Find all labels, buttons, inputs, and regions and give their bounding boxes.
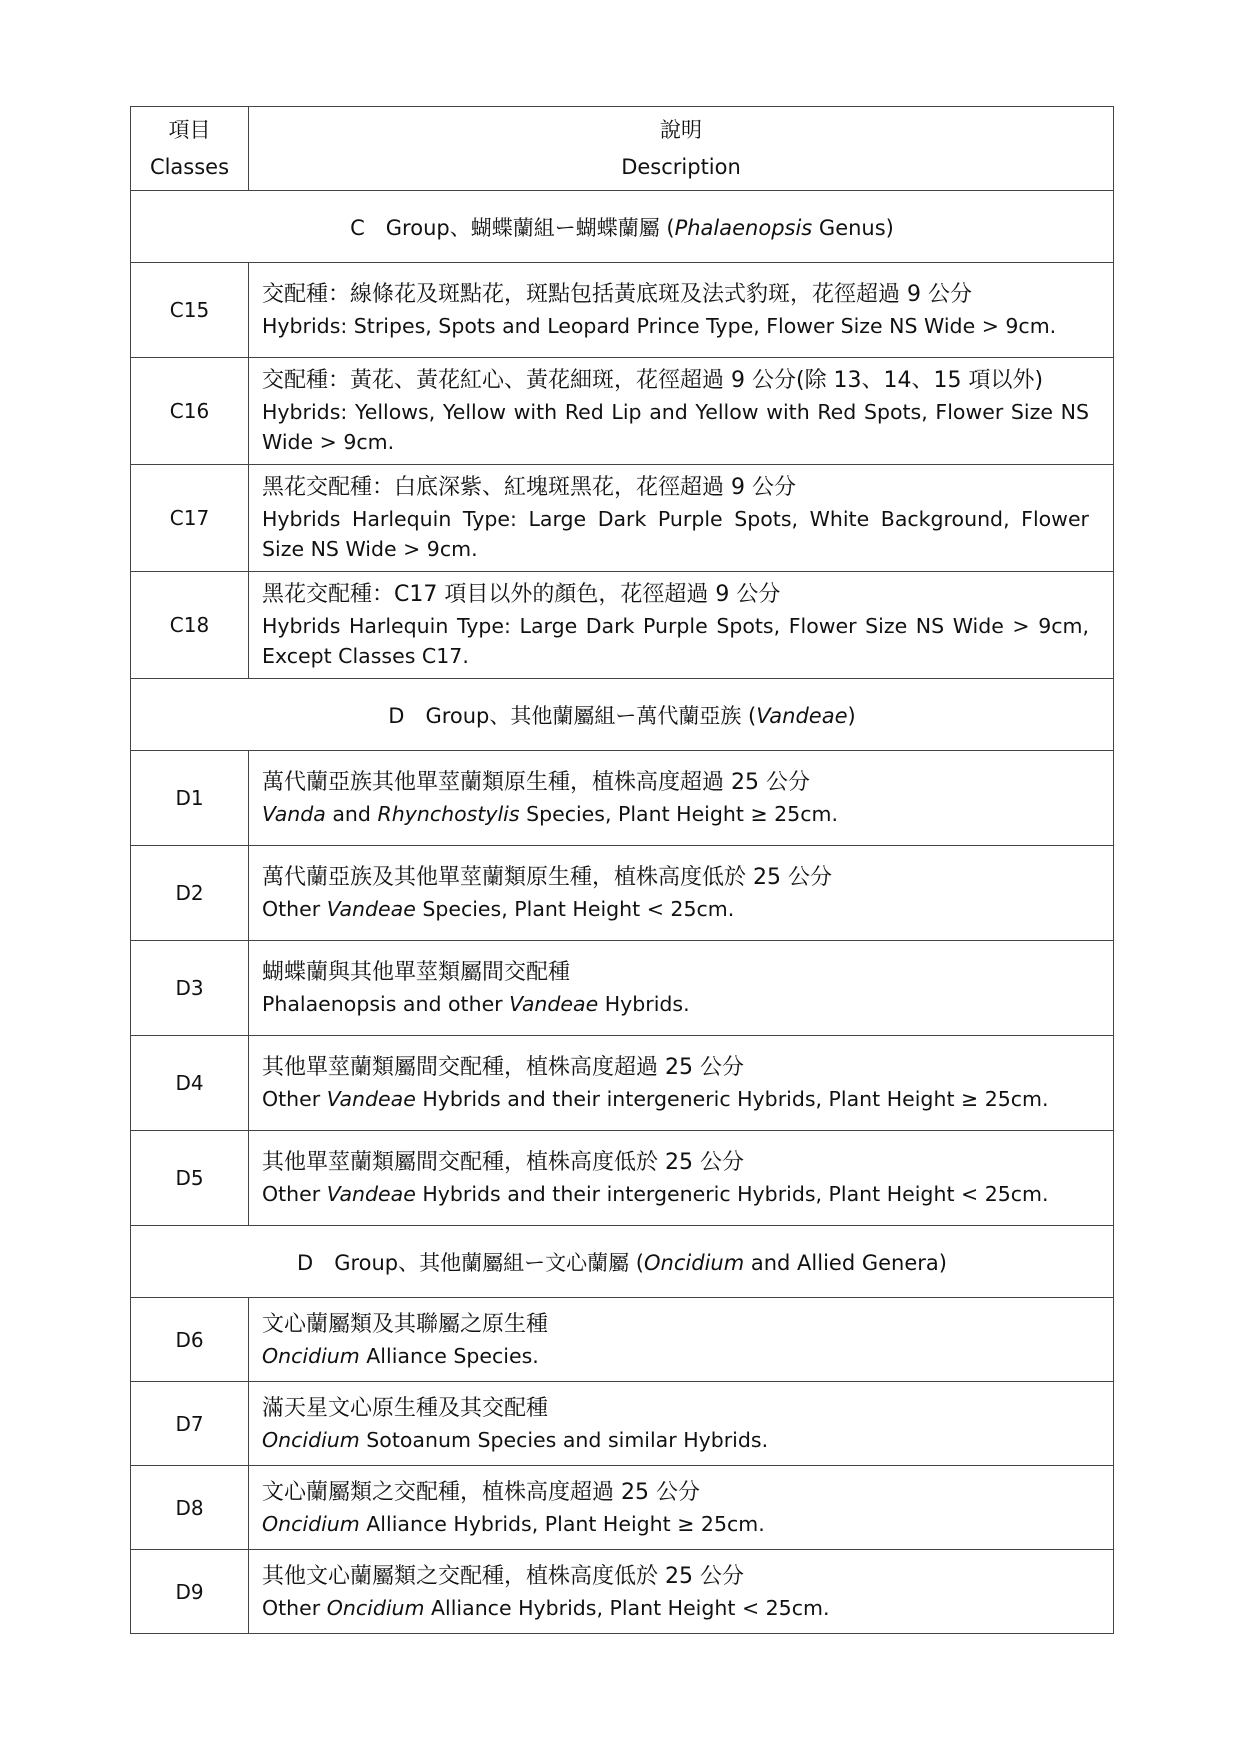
- description-zh: 其他文心蘭屬類之交配種，植株高度低於 25 公分: [262, 1563, 744, 1589]
- description-header: [249, 107, 1114, 191]
- description-header-en: Description: [621, 154, 741, 179]
- class-code: C16: [131, 358, 249, 465]
- class-code: C17: [131, 465, 249, 572]
- description-zh: 蝴蝶蘭與其他單莖類屬間交配種: [262, 960, 571, 985]
- table-row: [131, 358, 1114, 465]
- class-code: D6: [131, 1298, 249, 1382]
- table-row: [131, 846, 1114, 941]
- class-description: [249, 1466, 1114, 1550]
- class-description: [249, 263, 1114, 358]
- class-code: D9: [131, 1550, 249, 1634]
- class-description: [249, 846, 1114, 941]
- description-en: Oncidium Alliance Species.: [262, 1343, 539, 1368]
- table-row: [131, 1466, 1114, 1550]
- group-heading: D Group、其他蘭屬組ー文心蘭屬 (Oncidium and Allied Genera): [131, 1226, 1114, 1298]
- description-zh: 滿天星文心原生種及其交配種: [262, 1395, 549, 1421]
- description-zh: 文心蘭屬類之交配種，植株高度超過 25 公分: [262, 1479, 700, 1505]
- class-description: [249, 358, 1114, 465]
- table-row: [131, 1131, 1114, 1226]
- class-description: [249, 1382, 1114, 1466]
- group-row-d-oncidium: [131, 1226, 1114, 1298]
- table-row: [131, 941, 1114, 1036]
- description-en: Oncidium Alliance Hybrids, Plant Height ≥ 25cm.: [262, 1511, 765, 1536]
- class-code: D7: [131, 1382, 249, 1466]
- description-en: Hybrids Harlequin Type: Large Dark Purple Spots, Flower Size NS Wide > 9cm, Except Classes C17.: [262, 614, 1089, 668]
- description-en: Hybrids Harlequin Type: Large Dark Purple Spots, White Background, Flower Size NS Wide > 9cm.: [262, 507, 1089, 561]
- table-row: [131, 263, 1114, 358]
- description-header-zh: 說明: [660, 117, 702, 142]
- description-zh: 萬代蘭亞族其他單莖蘭類原生種，植株高度超過 25 公分: [262, 770, 810, 795]
- table-row: [131, 572, 1114, 679]
- classes-header-zh: 項目: [168, 117, 211, 142]
- description-en: Other Vandeae Hybrids and their intergeneric Hybrids, Plant Height ≥ 25cm.: [262, 1087, 1049, 1111]
- table-header-row: [131, 107, 1114, 191]
- description-zh: 黑花交配種：白底深紫、紅塊斑黑花，花徑超過 9 公分: [262, 475, 796, 500]
- description-zh: 萬代蘭亞族及其他單莖蘭類原生種，植株高度低於 25 公分: [262, 865, 832, 890]
- group-heading: D Group、其他蘭屬組ー萬代蘭亞族 (Vandeae): [131, 679, 1114, 751]
- description-zh: 其他單莖蘭類屬間交配種，植株高度低於 25 公分: [262, 1150, 744, 1175]
- table-row: [131, 1298, 1114, 1382]
- description-zh: 交配種：黃花、黃花紅心、黃花細斑，花徑超過 9 公分(除 13、14、15 項以外): [262, 368, 1044, 393]
- class-description: [249, 465, 1114, 572]
- description-en: Hybrids: Yellows, Yellow with Red Lip and Yellow with Red Spots, Flower Size NS Wide > 9cm.: [262, 400, 1089, 454]
- class-description: [249, 1131, 1114, 1226]
- class-code: C15: [131, 263, 249, 358]
- table-row: [131, 751, 1114, 846]
- class-description: [249, 941, 1114, 1036]
- class-code: D3: [131, 941, 249, 1036]
- description-en: Other Vandeae Species, Plant Height < 25cm.: [262, 897, 735, 921]
- classes-header-en: Classes: [149, 154, 230, 179]
- class-description: [249, 751, 1114, 846]
- class-code: C18: [131, 572, 249, 679]
- classes-table: [130, 106, 1114, 1634]
- table-row: [131, 1382, 1114, 1466]
- description-en: Other Oncidium Alliance Hybrids, Plant Height < 25cm.: [262, 1595, 830, 1620]
- table-row: [131, 465, 1114, 572]
- class-description: [249, 1550, 1114, 1634]
- class-code: D4: [131, 1036, 249, 1131]
- description-en: Vanda and Rhynchostylis Species, Plant Height ≥ 25cm.: [262, 802, 838, 826]
- class-description: [249, 1036, 1114, 1131]
- class-code: D8: [131, 1466, 249, 1550]
- description-en: Oncidium Sotoanum Species and similar Hybrids.: [262, 1427, 769, 1452]
- class-description: [249, 572, 1114, 679]
- table-row: [131, 1036, 1114, 1131]
- description-en: Phalaenopsis and other Vandeae Hybrids.: [262, 992, 690, 1016]
- class-code: D2: [131, 846, 249, 941]
- description-en: Hybrids: Stripes, Spots and Leopard Prince Type, Flower Size NS Wide > 9cm.: [262, 314, 1057, 338]
- description-zh: 其他單莖蘭類屬間交配種，植株高度超過 25 公分: [262, 1055, 744, 1080]
- class-code: D1: [131, 751, 249, 846]
- description-zh: 交配種：線條花及斑點花，斑點包括黃底斑及法式豹斑，花徑超過 9 公分: [262, 282, 972, 307]
- description-zh: 黑花交配種：C17 項目以外的顏色，花徑超過 9 公分: [262, 582, 781, 607]
- group-row-d-vandeae: [131, 679, 1114, 751]
- group-heading: C Group、蝴蝶蘭組ー蝴蝶蘭屬 (Phalaenopsis Genus): [131, 191, 1114, 263]
- classes-header: [131, 107, 249, 191]
- description-en: Other Vandeae Hybrids and their intergeneric Hybrids, Plant Height < 25cm.: [262, 1182, 1049, 1206]
- class-code: D5: [131, 1131, 249, 1226]
- table-row: [131, 1550, 1114, 1634]
- class-description: [249, 1298, 1114, 1382]
- group-row-c: [131, 191, 1114, 263]
- description-zh: 文心蘭屬類及其聯屬之原生種: [262, 1311, 549, 1337]
